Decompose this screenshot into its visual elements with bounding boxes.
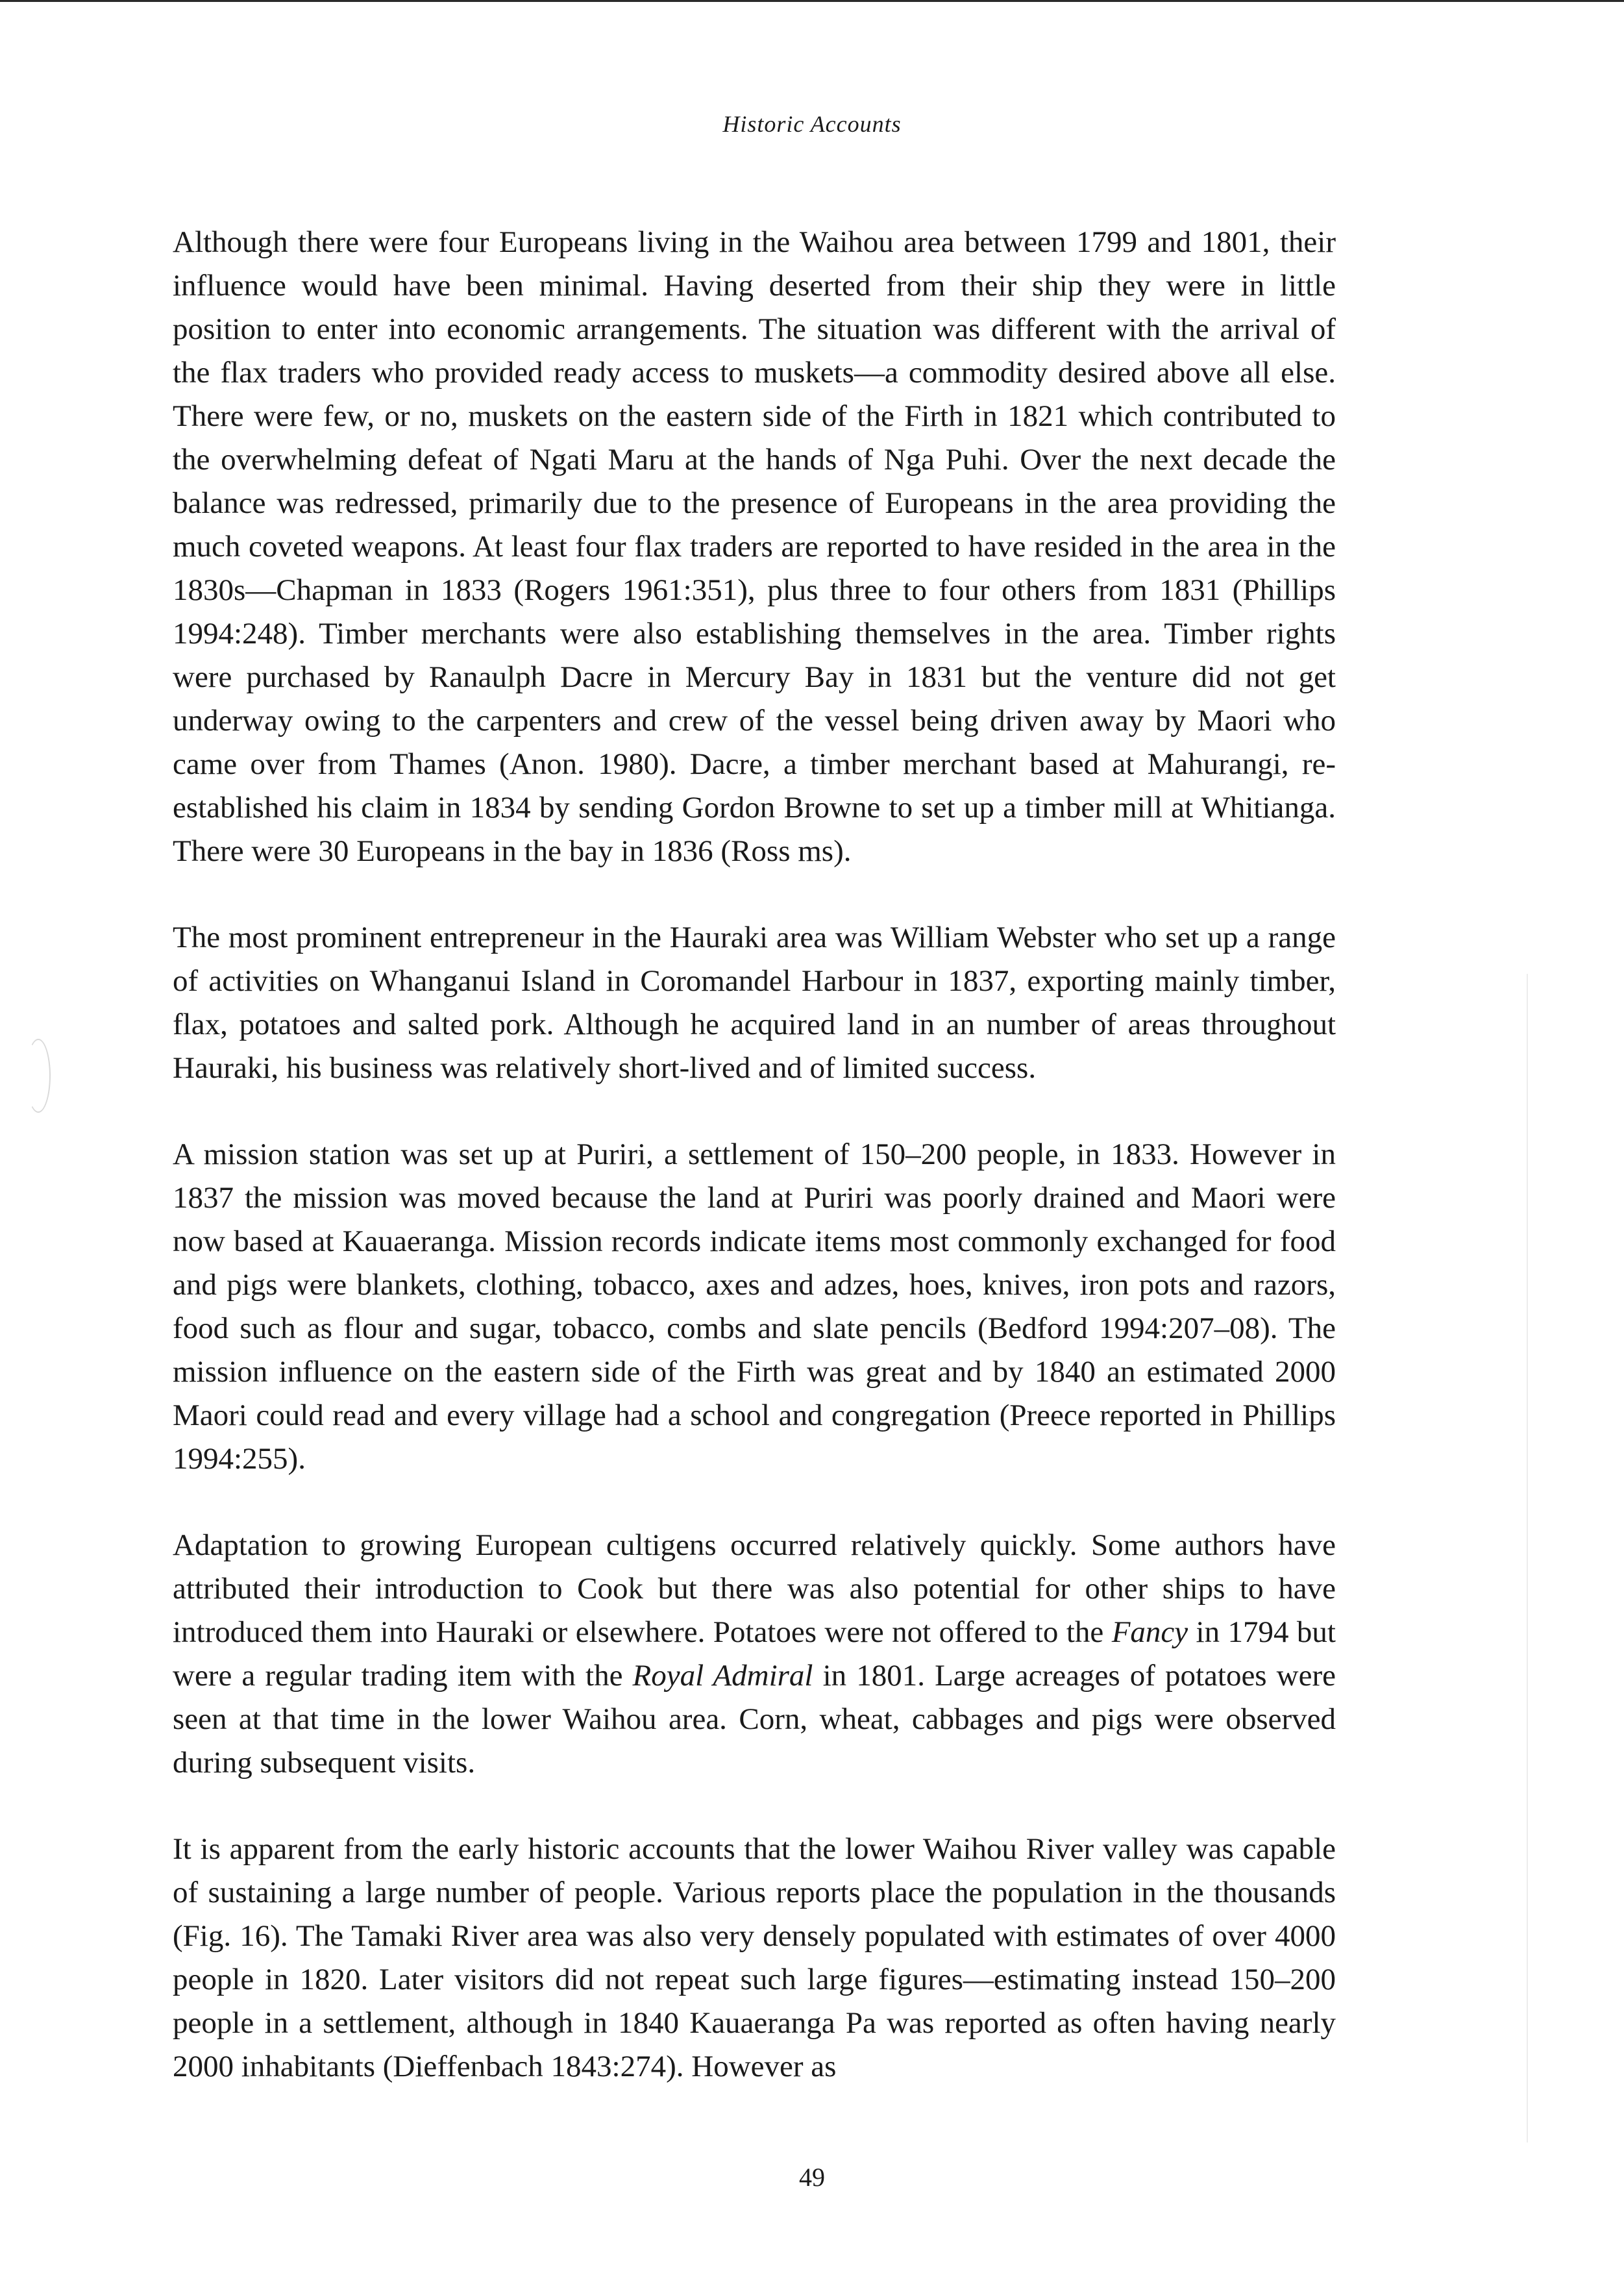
paragraph-2 xyxy=(173,916,1336,1090)
text-run: It is apparent from the early historic accounts that the lower Waihou River valley was capable of sustaining a large number of people. Various reports place the population in the thousands (Fig. 16). The Tamaki River area was also very densely populated with estimates of over 4000 people in 1820. Later visitors did not repeat such large figures—estimating instead 150–200 people in a settlement, although in 1840 Kauaeranga Pa was reported as often having nearly 2000 inhabitants (Dieffenbach 1843:274). However as xyxy=(173,1832,1336,2083)
text-run: A mission station was set up at Puriri, a settlement of 150–200 people, in 1833. However in 1837 the mission was moved because the land at Puriri was poorly drained and Maori were now based at Kauaeranga. Mission records indicate items most commonly exchanged for food and pigs were blankets, clothing, tobacco, axes and adzes, hoes, knives, iron pots and razors, food such as flour and sugar, tobacco, combs and slate pencils (Bedford 1994:207–08). The mission influence on the eastern side of the Firth was great and by 1840 an estimated 2000 Maori could read and every village had a school and congregation (Preece reported in Phillips 1994:255). xyxy=(173,1137,1336,1476)
text-run: Adaptation to growing European cultigens occurred relatively quickly. Some authors have attributed their introduction to Cook but there was also potential for other ships to have introduced them into Hauraki or elsewhere. Potatoes were not offered to the xyxy=(173,1528,1336,1649)
paragraph-4 xyxy=(173,1524,1336,1785)
running-head: Historic Accounts xyxy=(722,111,902,137)
paragraph-5 xyxy=(173,1828,1336,2089)
page-number: 49 xyxy=(799,2163,825,2192)
scan-edge-line xyxy=(1527,974,1528,2142)
italic-text-run: Fancy xyxy=(1111,1615,1188,1649)
binding-hole-mark xyxy=(26,1039,51,1113)
paragraph-3 xyxy=(173,1133,1336,1481)
text-run: Although there were four Europeans living in the Waihou area between 1799 and 1801, their influence would have been minimal. Having deserted from their ship they were in little position to enter into economic arrangements. The situation was different with the arrival of the flax traders who provided ready access to muskets—a commodity desired above all else. There were few, or no, muskets on the eastern side of the Firth in 1821 which contributed to the overwhelming defeat of Ngati Maru at the hands of Nga Puhi. Over the next decade the balance was redressed, primarily due to the presence of Europeans in the area providing the much coveted weapons. At least four flax traders are reported to have resided in the area in the 1830s—Chapman in 1833 (Rogers 1961:351), plus three to four others from 1831 (Phillips 1994:248). Timber merchants were also establishing themselves in the area. Timber rights were purchased by Ranaulph Dacre in Mercury Bay in 1831 but the venture did not get underway owing to the carpenters and crew of the vessel being driven away by Maori who came over from Thames (Anon. 1980). Dacre, a timber merchant based at Mahurangi, re-established his claim in 1834 by sending Gordon Browne to set up a timber mill at Whitianga. There were 30 Europeans in the bay in 1836 (Ross ms). xyxy=(173,225,1336,868)
paragraph-1 xyxy=(173,221,1336,873)
text-run: in 1794 but were a regular trading item with the xyxy=(173,1615,1336,1693)
top-border-rule xyxy=(0,0,1624,2)
text-run: The most prominent entrepreneur in the Hauraki area was William Webster who set up a range of activities on Whanganui Island in Coromandel Harbour in 1837, exporting mainly timber, flax, potatoes and salted pork. Although he acquired land in an number of areas throughout Hauraki, his business was relatively short-lived and of limited success. xyxy=(173,921,1336,1085)
text-run: in 1801. Large acreages of potatoes were seen at that time in the lower Waihou area. Corn, wheat, cabbages and pigs were observed during subsequent visits. xyxy=(173,1659,1336,1780)
body-text xyxy=(173,221,1336,2131)
italic-text-run: Royal Admiral xyxy=(632,1659,813,1693)
